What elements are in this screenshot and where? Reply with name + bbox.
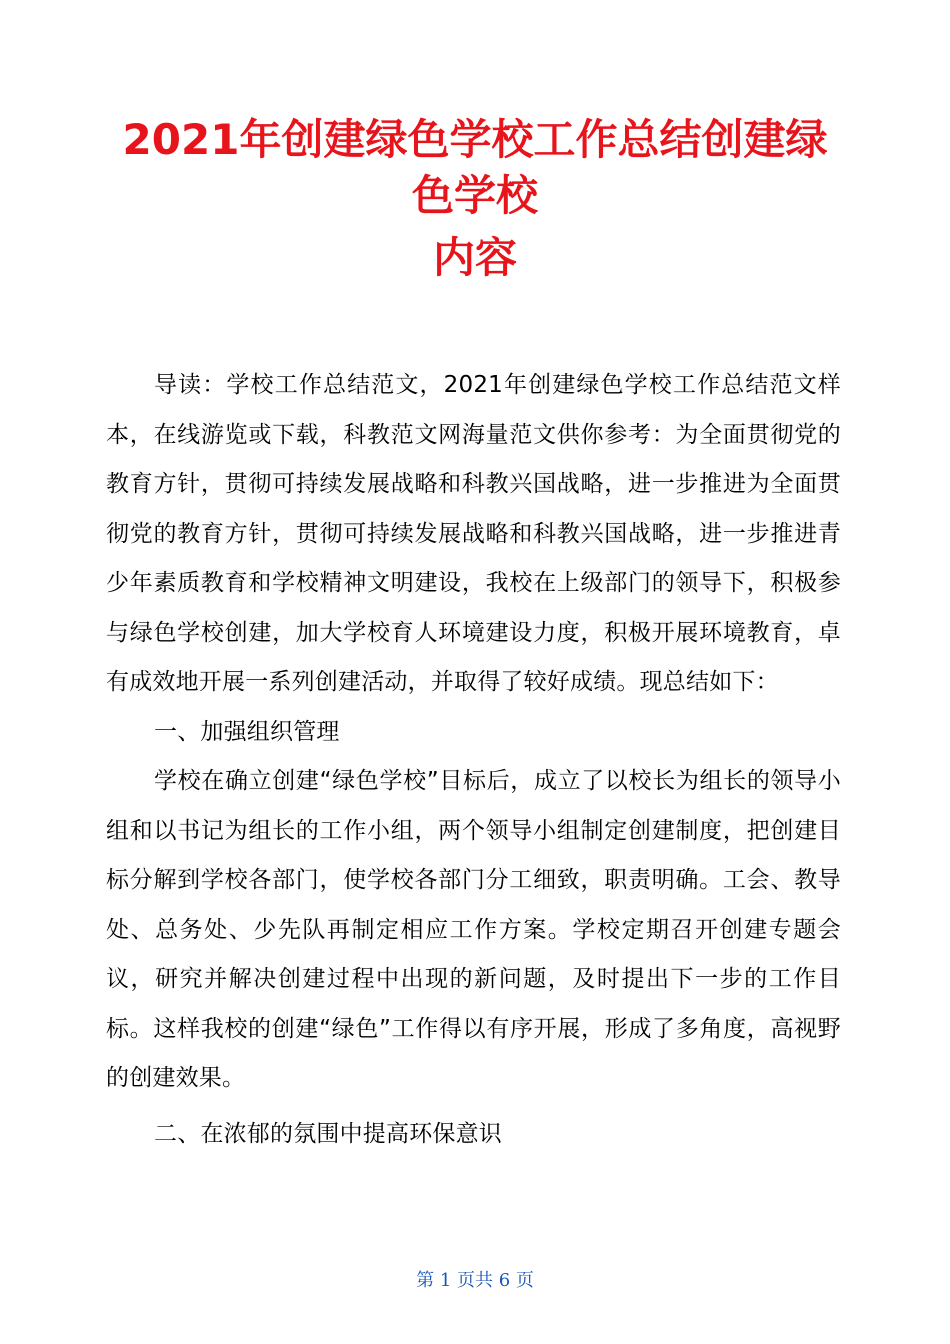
paragraph-intro: 导读：学校工作总结范文，2021年创建绿色学校工作总结范文样本，在线游览或下载，科教范文网海量范文供你参考：为全面贯彻党的教育方针，贯彻可持续发展战略和科教兴国战略，进一步推进为全面贯彻党的教育方针，贯彻可持续发展战略和科教兴国战略，进一步推进青少年素质教育和学校精神文明建设，我校在上级部门的领导下，积极参与绿色学校创建，加大学校育人环境建设力度，积极开展环境教育，卓有成效地开展一系列创建活动，并取得了较好成绩。现总结如下： — [106, 372, 841, 695]
section-heading-1: 一、加强组织管理 — [154, 718, 340, 745]
page-footer: 第 1 页共 6 页 — [416, 1270, 534, 1291]
document-body — [106, 361, 841, 1159]
document-title-line-3: 内容 — [432, 233, 517, 282]
document-title-line-1: 2021年创建绿色学校工作总结创建绿 — [122, 115, 828, 164]
document-title-line-2: 色学校 — [411, 171, 538, 220]
section-heading-2: 二、在浓郁的氛围中提高环保意识 — [154, 1120, 502, 1147]
paragraph-section-1: 学校在确立创建“绿色学校”目标后，成立了以校长为组长的领导小组和以书记为组长的工作小组，两个领导小组制定创建制度，把创建目标分解到学校各部门，使学校各部门分工细致，职责明确。工会、教导处、总务处、少先队再制定相应工作方案。学校定期召开创建专题会议，研究并解决创建过程中出现的新问题，及时提出下一步的工作目标。这样我校的创建“绿色”工作得以有序开展，形成了多角度，高视野的创建效果。 — [106, 768, 841, 1091]
